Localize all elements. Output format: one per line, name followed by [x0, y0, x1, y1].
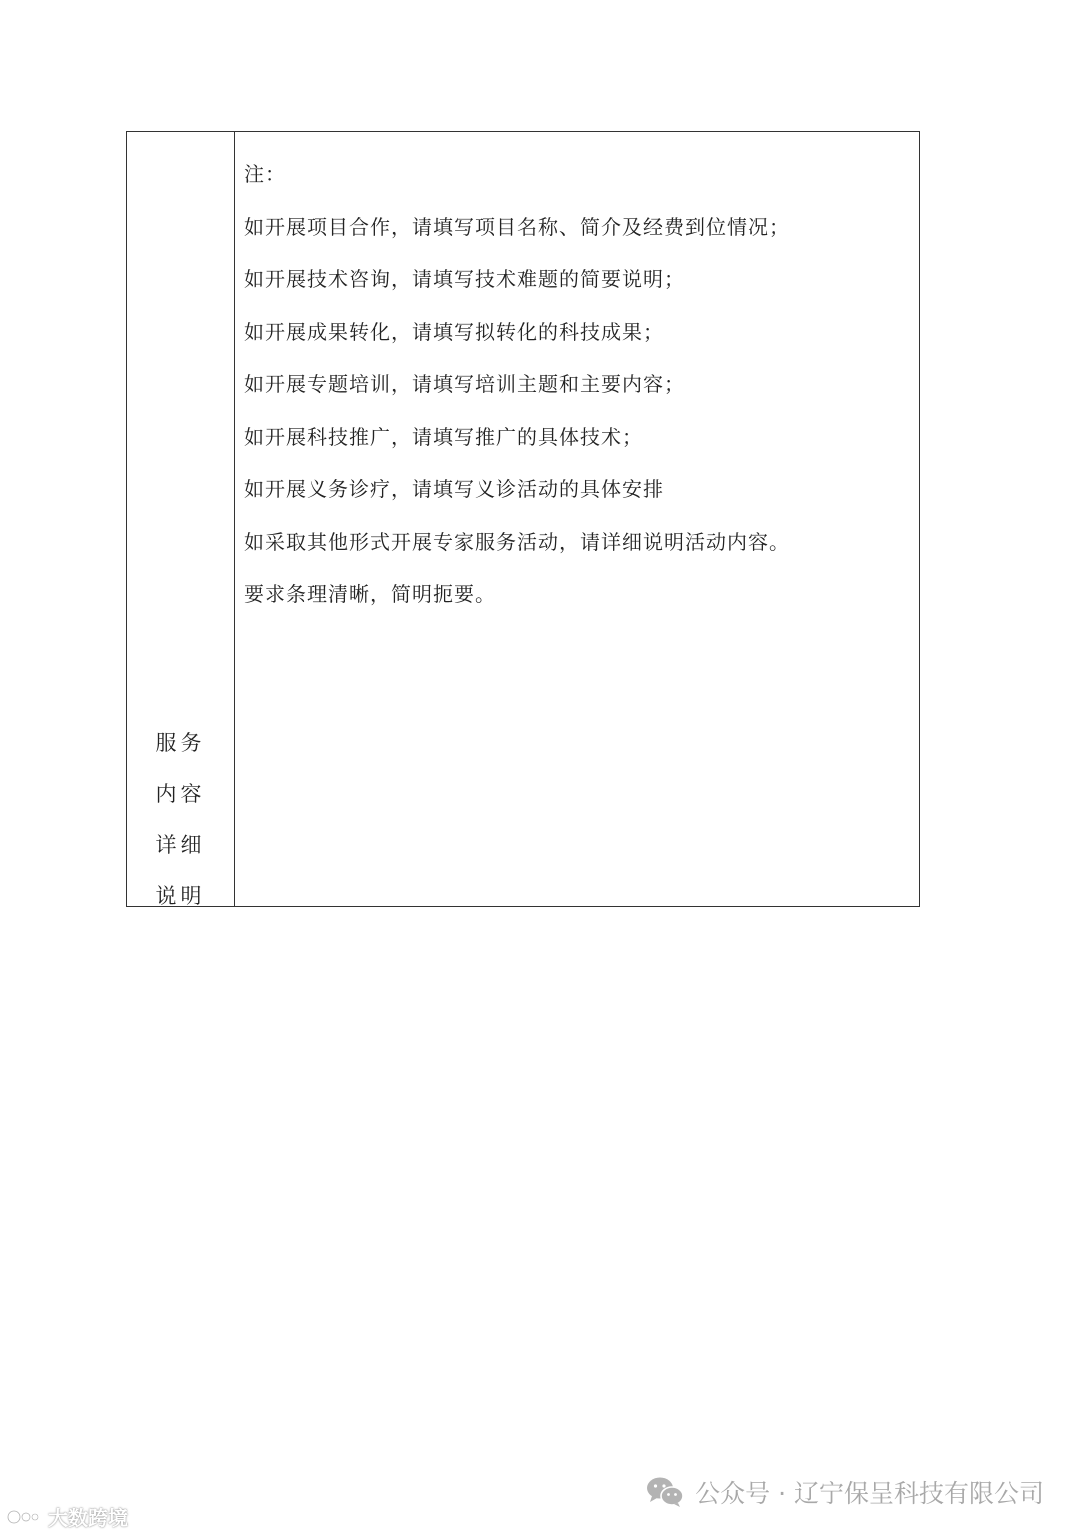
service-details-table: [126, 131, 920, 907]
note-line: 如开展项目合作，请填写项目名称、简介及经费到位情况；: [244, 214, 790, 239]
note-line: 如开展成果转化，请填写拟转化的科技成果；: [244, 319, 664, 344]
note-line: 如开展科技推广，请填写推广的具体技术；: [244, 424, 643, 449]
wechat-icon: [645, 1475, 685, 1509]
note-line: 如采取其他形式开展专家服务活动，请详细说明活动内容。: [244, 529, 790, 554]
watermark-right: [645, 1474, 1044, 1510]
instruction-notes: [244, 156, 790, 629]
row-label-line: 内容: [155, 782, 206, 806]
row-label-cell: [127, 132, 235, 906]
row-label-line: 服务: [155, 731, 206, 755]
note-line: 要求条理清晰，简明扼要。: [244, 582, 496, 606]
dashuju-logo-icon: [6, 1506, 40, 1528]
service-details-content-cell[interactable]: [235, 132, 919, 906]
note-line: 如开展义务诊疗，请填写义诊活动的具体安排: [244, 477, 664, 501]
watermark-left-text: 大数跨境: [48, 1506, 128, 1530]
watermark-left: [6, 1502, 128, 1531]
row-label: [127, 718, 234, 922]
row-label-line: 说明: [155, 884, 206, 908]
watermark-right-text: 公众号 · 辽宁保呈科技有限公司: [695, 1479, 1044, 1508]
note-line: 如开展技术咨询，请填写技术难题的简要说明；: [244, 267, 685, 291]
note-line: 如开展专题培训，请填写培训主题和主要内容；: [244, 372, 685, 396]
note-heading: 注：: [244, 162, 286, 186]
row-label-line: 详细: [155, 833, 206, 857]
